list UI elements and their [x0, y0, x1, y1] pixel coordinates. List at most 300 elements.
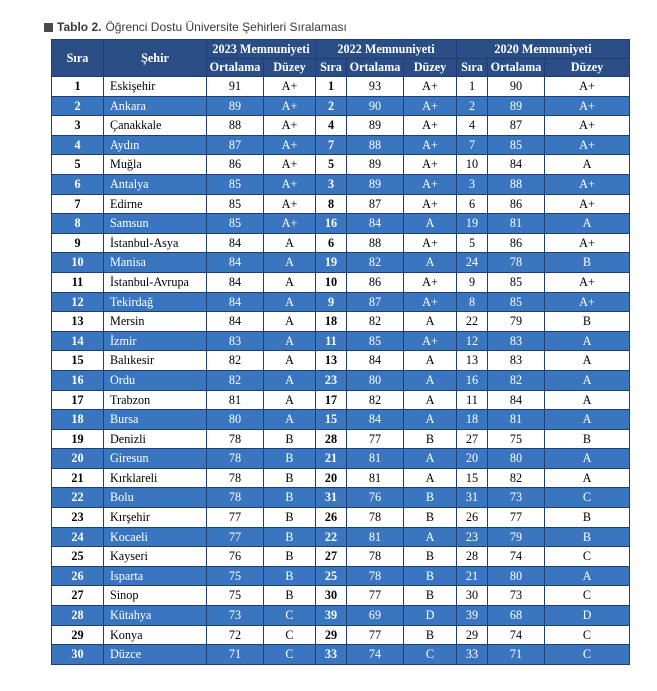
cell-sira-2022: 15 — [316, 410, 347, 430]
cell-rank: 21 — [52, 468, 104, 488]
cell-sira-2022: 33 — [316, 645, 347, 665]
cell-ort-2023: 72 — [207, 625, 264, 645]
cell-city: Trabzon — [104, 390, 207, 410]
cell-ort-2020: 85 — [488, 272, 545, 292]
cell-sira-2020: 12 — [457, 331, 488, 351]
cell-sira-2020: 7 — [457, 135, 488, 155]
cell-duzey-2023: A+ — [264, 155, 316, 175]
table-row — [52, 174, 630, 194]
cell-ort-2022: 86 — [347, 272, 404, 292]
cell-ort-2020: 79 — [488, 527, 545, 547]
cell-ort-2022: 87 — [347, 292, 404, 312]
cell-rank: 2 — [52, 96, 104, 116]
cell-duzey-2020: C — [545, 586, 630, 606]
cell-sira-2020: 16 — [457, 370, 488, 390]
cell-rank: 3 — [52, 116, 104, 136]
cell-city: İzmir — [104, 331, 207, 351]
cell-duzey-2020: A — [545, 566, 630, 586]
cell-city: Kocaeli — [104, 527, 207, 547]
header-2020: 2020 Memnuniyeti — [457, 40, 630, 59]
cell-sira-2022: 1 — [316, 77, 347, 97]
cell-rank: 8 — [52, 214, 104, 234]
cell-ort-2022: 81 — [347, 468, 404, 488]
cell-ort-2020: 83 — [488, 351, 545, 371]
cell-ort-2022: 89 — [347, 174, 404, 194]
cell-city: Bursa — [104, 410, 207, 430]
cell-ort-2020: 84 — [488, 155, 545, 175]
cell-sira-2020: 30 — [457, 586, 488, 606]
cell-ort-2020: 74 — [488, 625, 545, 645]
cell-ort-2020: 80 — [488, 449, 545, 469]
cell-ort-2020: 82 — [488, 370, 545, 390]
cell-duzey-2022: A+ — [404, 292, 457, 312]
cell-sira-2022: 21 — [316, 449, 347, 469]
cell-duzey-2020: C — [545, 547, 630, 567]
cell-sira-2020: 18 — [457, 410, 488, 430]
cell-duzey-2023: A+ — [264, 96, 316, 116]
cell-sira-2022: 23 — [316, 370, 347, 390]
cell-sira-2020: 3 — [457, 174, 488, 194]
cell-ort-2023: 87 — [207, 135, 264, 155]
cell-city: Kayseri — [104, 547, 207, 567]
cell-sira-2022: 5 — [316, 155, 347, 175]
cell-duzey-2022: A — [404, 468, 457, 488]
cell-rank: 27 — [52, 586, 104, 606]
cell-sira-2022: 13 — [316, 351, 347, 371]
cell-duzey-2020: A — [545, 331, 630, 351]
cell-sira-2020: 28 — [457, 547, 488, 567]
table-row — [52, 645, 630, 665]
cell-ort-2022: 69 — [347, 606, 404, 626]
cell-ort-2023: 84 — [207, 292, 264, 312]
cell-ort-2020: 81 — [488, 410, 545, 430]
cell-sira-2022: 26 — [316, 508, 347, 528]
cell-ort-2022: 78 — [347, 547, 404, 567]
cell-duzey-2020: B — [545, 527, 630, 547]
cell-duzey-2023: B — [264, 468, 316, 488]
table-row — [52, 312, 630, 332]
cell-sira-2020: 31 — [457, 488, 488, 508]
cell-ort-2023: 73 — [207, 606, 264, 626]
cell-city: Mersin — [104, 312, 207, 332]
cell-rank: 10 — [52, 253, 104, 273]
cell-ort-2023: 76 — [207, 547, 264, 567]
cell-ort-2023: 83 — [207, 331, 264, 351]
cell-rank: 19 — [52, 429, 104, 449]
cell-duzey-2022: B — [404, 547, 457, 567]
cell-ort-2022: 89 — [347, 116, 404, 136]
cell-duzey-2022: A+ — [404, 233, 457, 253]
cell-sira-2020: 22 — [457, 312, 488, 332]
cell-ort-2023: 77 — [207, 508, 264, 528]
table-row — [52, 351, 630, 371]
cell-city: İstanbul-Avrupa — [104, 272, 207, 292]
cell-city: Kırklareli — [104, 468, 207, 488]
cell-duzey-2020: A — [545, 468, 630, 488]
cell-duzey-2023: A — [264, 351, 316, 371]
cell-sira-2022: 30 — [316, 586, 347, 606]
cell-city: Balıkesir — [104, 351, 207, 371]
cell-sira-2022: 4 — [316, 116, 347, 136]
cell-duzey-2020: A — [545, 390, 630, 410]
cell-ort-2020: 80 — [488, 566, 545, 586]
cell-duzey-2022: A — [404, 253, 457, 273]
cell-sira-2020: 21 — [457, 566, 488, 586]
table-row — [52, 96, 630, 116]
cell-rank: 16 — [52, 370, 104, 390]
cell-sira-2022: 29 — [316, 625, 347, 645]
cell-rank: 22 — [52, 488, 104, 508]
cell-rank: 7 — [52, 194, 104, 214]
cell-city: Çanakkale — [104, 116, 207, 136]
cell-duzey-2023: A — [264, 272, 316, 292]
ranking-table — [51, 39, 630, 665]
cell-duzey-2020: C — [545, 488, 630, 508]
cell-duzey-2023: C — [264, 606, 316, 626]
cell-duzey-2022: B — [404, 625, 457, 645]
cell-sira-2020: 15 — [457, 468, 488, 488]
cell-ort-2020: 75 — [488, 429, 545, 449]
cell-sira-2022: 2 — [316, 96, 347, 116]
cell-duzey-2022: B — [404, 566, 457, 586]
cell-ort-2023: 77 — [207, 527, 264, 547]
table-row — [52, 625, 630, 645]
table-row — [52, 468, 630, 488]
table-row — [52, 135, 630, 155]
subheader-2020-duzey: Düzey — [545, 59, 630, 77]
cell-duzey-2023: B — [264, 566, 316, 586]
cell-duzey-2023: B — [264, 547, 316, 567]
cell-ort-2022: 84 — [347, 410, 404, 430]
cell-duzey-2020: A+ — [545, 272, 630, 292]
cell-duzey-2020: A+ — [545, 233, 630, 253]
cell-duzey-2023: A — [264, 331, 316, 351]
cell-sira-2022: 19 — [316, 253, 347, 273]
cell-ort-2023: 85 — [207, 194, 264, 214]
cell-sira-2020: 24 — [457, 253, 488, 273]
cell-ort-2023: 86 — [207, 155, 264, 175]
cell-duzey-2023: A+ — [264, 135, 316, 155]
cell-sira-2022: 9 — [316, 292, 347, 312]
cell-sira-2022: 39 — [316, 606, 347, 626]
cell-sira-2020: 11 — [457, 390, 488, 410]
table-row — [52, 331, 630, 351]
cell-city: Kütahya — [104, 606, 207, 626]
subheader-2020-ortalama: Ortalama — [488, 59, 545, 77]
cell-ort-2020: 90 — [488, 77, 545, 97]
cell-duzey-2022: A+ — [404, 135, 457, 155]
cell-sira-2022: 25 — [316, 566, 347, 586]
cell-duzey-2022: A — [404, 351, 457, 371]
table-header — [52, 40, 630, 77]
table-row — [52, 116, 630, 136]
cell-duzey-2020: B — [545, 508, 630, 528]
cell-duzey-2023: A+ — [264, 174, 316, 194]
cell-sira-2022: 8 — [316, 194, 347, 214]
cell-city: Ordu — [104, 370, 207, 390]
cell-sira-2022: 16 — [316, 214, 347, 234]
cell-sira-2022: 20 — [316, 468, 347, 488]
cell-ort-2020: 86 — [488, 233, 545, 253]
cell-duzey-2023: A+ — [264, 77, 316, 97]
cell-city: Düzce — [104, 645, 207, 665]
cell-ort-2022: 87 — [347, 194, 404, 214]
cell-duzey-2023: B — [264, 508, 316, 528]
cell-sira-2020: 20 — [457, 449, 488, 469]
cell-rank: 28 — [52, 606, 104, 626]
cell-city: İstanbul-Asya — [104, 233, 207, 253]
subheader-2020-sira: Sıra — [457, 59, 488, 77]
cell-ort-2022: 82 — [347, 253, 404, 273]
cell-rank: 5 — [52, 155, 104, 175]
cell-ort-2020: 71 — [488, 645, 545, 665]
cell-ort-2022: 84 — [347, 214, 404, 234]
cell-duzey-2023: A — [264, 390, 316, 410]
cell-duzey-2022: A — [404, 449, 457, 469]
cell-duzey-2020: B — [545, 253, 630, 273]
cell-rank: 24 — [52, 527, 104, 547]
table-row — [52, 449, 630, 469]
cell-duzey-2023: A+ — [264, 214, 316, 234]
cell-rank: 14 — [52, 331, 104, 351]
cell-ort-2020: 82 — [488, 468, 545, 488]
cell-ort-2023: 82 — [207, 351, 264, 371]
cell-ort-2020: 79 — [488, 312, 545, 332]
cell-ort-2020: 85 — [488, 292, 545, 312]
cell-duzey-2022: A — [404, 370, 457, 390]
caption-square-icon — [44, 23, 53, 32]
cell-ort-2022: 84 — [347, 351, 404, 371]
subheader-2022-ortalama: Ortalama — [347, 59, 404, 77]
cell-ort-2022: 76 — [347, 488, 404, 508]
cell-city: Muğla — [104, 155, 207, 175]
cell-duzey-2020: A — [545, 351, 630, 371]
cell-ort-2023: 84 — [207, 233, 264, 253]
cell-ort-2023: 88 — [207, 116, 264, 136]
cell-city: Manisa — [104, 253, 207, 273]
cell-duzey-2020: A+ — [545, 77, 630, 97]
cell-sira-2020: 10 — [457, 155, 488, 175]
cell-ort-2022: 88 — [347, 135, 404, 155]
cell-sira-2022: 10 — [316, 272, 347, 292]
table-row — [52, 508, 630, 528]
cell-rank: 17 — [52, 390, 104, 410]
cell-duzey-2023: A+ — [264, 194, 316, 214]
cell-duzey-2020: A — [545, 449, 630, 469]
cell-ort-2022: 82 — [347, 312, 404, 332]
cell-ort-2023: 75 — [207, 586, 264, 606]
cell-duzey-2020: A — [545, 155, 630, 175]
cell-city: Konya — [104, 625, 207, 645]
cell-ort-2023: 78 — [207, 468, 264, 488]
cell-ort-2022: 77 — [347, 429, 404, 449]
cell-ort-2023: 89 — [207, 96, 264, 116]
cell-sira-2020: 27 — [457, 429, 488, 449]
cell-rank: 30 — [52, 645, 104, 665]
cell-sira-2022: 28 — [316, 429, 347, 449]
cell-duzey-2023: B — [264, 586, 316, 606]
cell-city: Aydın — [104, 135, 207, 155]
cell-duzey-2020: A+ — [545, 194, 630, 214]
cell-duzey-2023: A — [264, 253, 316, 273]
cell-ort-2022: 88 — [347, 233, 404, 253]
cell-duzey-2023: A — [264, 370, 316, 390]
cell-ort-2020: 87 — [488, 116, 545, 136]
table-row — [52, 292, 630, 312]
cell-sira-2022: 18 — [316, 312, 347, 332]
cell-ort-2020: 81 — [488, 214, 545, 234]
cell-duzey-2020: A — [545, 214, 630, 234]
cell-ort-2022: 93 — [347, 77, 404, 97]
cell-duzey-2022: A — [404, 312, 457, 332]
cell-city: Bolu — [104, 488, 207, 508]
cell-ort-2020: 86 — [488, 194, 545, 214]
header-sira: Sıra — [52, 40, 104, 77]
cell-ort-2023: 91 — [207, 77, 264, 97]
cell-rank: 29 — [52, 625, 104, 645]
cell-rank: 11 — [52, 272, 104, 292]
cell-ort-2023: 85 — [207, 214, 264, 234]
cell-sira-2020: 4 — [457, 116, 488, 136]
cell-ort-2020: 68 — [488, 606, 545, 626]
cell-duzey-2020: B — [545, 429, 630, 449]
table-row — [52, 194, 630, 214]
cell-sira-2022: 27 — [316, 547, 347, 567]
cell-rank: 26 — [52, 566, 104, 586]
cell-sira-2022: 17 — [316, 390, 347, 410]
cell-sira-2020: 2 — [457, 96, 488, 116]
cell-rank: 20 — [52, 449, 104, 469]
cell-duzey-2023: B — [264, 527, 316, 547]
cell-ort-2020: 84 — [488, 390, 545, 410]
table-row — [52, 547, 630, 567]
cell-duzey-2022: A+ — [404, 116, 457, 136]
cell-sira-2020: 39 — [457, 606, 488, 626]
cell-ort-2022: 78 — [347, 566, 404, 586]
table-row — [52, 77, 630, 97]
cell-duzey-2023: B — [264, 429, 316, 449]
cell-duzey-2023: A — [264, 312, 316, 332]
cell-city: Samsun — [104, 214, 207, 234]
header-sehir: Şehir — [104, 40, 207, 77]
cell-duzey-2020: C — [545, 625, 630, 645]
cell-ort-2022: 77 — [347, 625, 404, 645]
cell-duzey-2020: A+ — [545, 292, 630, 312]
cell-sira-2022: 31 — [316, 488, 347, 508]
cell-rank: 6 — [52, 174, 104, 194]
subheader-2022-sira: Sıra — [316, 59, 347, 77]
cell-ort-2023: 81 — [207, 390, 264, 410]
cell-rank: 1 — [52, 77, 104, 97]
cell-sira-2020: 19 — [457, 214, 488, 234]
cell-duzey-2022: D — [404, 606, 457, 626]
cell-city: Sinop — [104, 586, 207, 606]
cell-sira-2020: 13 — [457, 351, 488, 371]
header-2023: 2023 Memnuniyeti — [207, 40, 316, 59]
table-row — [52, 233, 630, 253]
table-row — [52, 410, 630, 430]
cell-ort-2020: 85 — [488, 135, 545, 155]
table-caption — [44, 18, 347, 36]
table-row — [52, 586, 630, 606]
cell-ort-2022: 90 — [347, 96, 404, 116]
cell-ort-2022: 80 — [347, 370, 404, 390]
cell-sira-2022: 22 — [316, 527, 347, 547]
cell-rank: 13 — [52, 312, 104, 332]
cell-ort-2020: 73 — [488, 488, 545, 508]
cell-duzey-2023: A — [264, 410, 316, 430]
cell-duzey-2020: A — [545, 410, 630, 430]
cell-rank: 9 — [52, 233, 104, 253]
cell-duzey-2020: A+ — [545, 116, 630, 136]
cell-city: Antalya — [104, 174, 207, 194]
cell-sira-2022: 11 — [316, 331, 347, 351]
table-row — [52, 272, 630, 292]
cell-duzey-2023: A — [264, 233, 316, 253]
table-row — [52, 606, 630, 626]
table-row — [52, 390, 630, 410]
cell-duzey-2022: A+ — [404, 77, 457, 97]
cell-duzey-2023: A+ — [264, 116, 316, 136]
cell-city: Edirne — [104, 194, 207, 214]
cell-duzey-2022: B — [404, 508, 457, 528]
cell-ort-2023: 80 — [207, 410, 264, 430]
cell-duzey-2022: A+ — [404, 272, 457, 292]
cell-sira-2020: 23 — [457, 527, 488, 547]
cell-duzey-2022: A — [404, 527, 457, 547]
cell-rank: 23 — [52, 508, 104, 528]
cell-duzey-2022: A+ — [404, 174, 457, 194]
cell-duzey-2022: A — [404, 214, 457, 234]
cell-duzey-2023: C — [264, 645, 316, 665]
cell-duzey-2020: A+ — [545, 96, 630, 116]
cell-sira-2020: 9 — [457, 272, 488, 292]
cell-city: Giresun — [104, 449, 207, 469]
cell-city: Kırşehir — [104, 508, 207, 528]
cell-duzey-2022: A+ — [404, 331, 457, 351]
cell-ort-2020: 83 — [488, 331, 545, 351]
cell-ort-2022: 89 — [347, 155, 404, 175]
table-row — [52, 566, 630, 586]
cell-duzey-2022: C — [404, 645, 457, 665]
cell-duzey-2022: B — [404, 488, 457, 508]
table-row — [52, 214, 630, 234]
cell-sira-2020: 8 — [457, 292, 488, 312]
table-row — [52, 488, 630, 508]
cell-sira-2022: 6 — [316, 233, 347, 253]
cell-duzey-2020: D — [545, 606, 630, 626]
cell-ort-2020: 77 — [488, 508, 545, 528]
table-row — [52, 429, 630, 449]
cell-rank: 4 — [52, 135, 104, 155]
cell-sira-2020: 26 — [457, 508, 488, 528]
cell-duzey-2022: A+ — [404, 194, 457, 214]
cell-ort-2023: 84 — [207, 272, 264, 292]
cell-duzey-2020: A+ — [545, 174, 630, 194]
cell-city: Isparta — [104, 566, 207, 586]
cell-duzey-2020: A+ — [545, 135, 630, 155]
cell-duzey-2023: B — [264, 488, 316, 508]
cell-rank: 12 — [52, 292, 104, 312]
cell-city: Denizli — [104, 429, 207, 449]
cell-sira-2020: 5 — [457, 233, 488, 253]
cell-ort-2023: 85 — [207, 174, 264, 194]
cell-rank: 18 — [52, 410, 104, 430]
cell-duzey-2022: A — [404, 390, 457, 410]
cell-rank: 25 — [52, 547, 104, 567]
cell-sira-2020: 29 — [457, 625, 488, 645]
cell-ort-2023: 71 — [207, 645, 264, 665]
